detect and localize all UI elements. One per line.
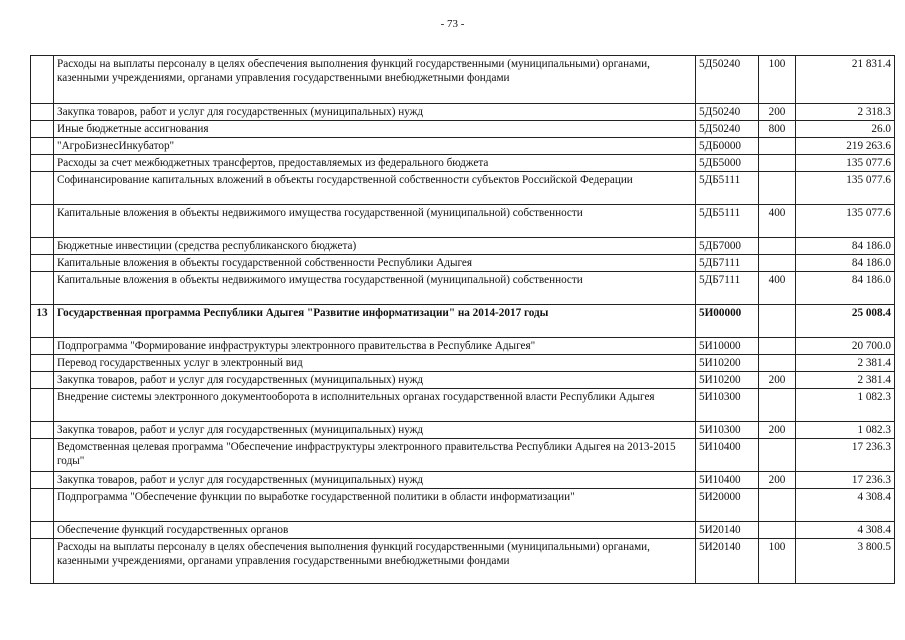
amount: 26.0	[796, 121, 895, 138]
amount: 3 800.5	[796, 539, 895, 584]
row-number	[31, 238, 54, 255]
table-row	[31, 389, 895, 422]
table-row	[31, 121, 895, 138]
target-code: 5ДБ5000	[696, 155, 759, 172]
target-code: 5И20000	[696, 489, 759, 522]
target-code: 5ДБ5111	[696, 205, 759, 238]
target-code: 5ДБ0000	[696, 138, 759, 155]
target-code: 5ДБ7000	[696, 238, 759, 255]
table-row	[31, 422, 895, 439]
row-number	[31, 539, 54, 584]
expense-type-code: 200	[759, 422, 796, 439]
expense-type-code	[759, 389, 796, 422]
expense-name: Капитальные вложения в объекты недвижимого имущества государственной (муниципальной) собственности	[54, 272, 696, 305]
amount: 135 077.6	[796, 172, 895, 205]
row-number	[31, 422, 54, 439]
row-number	[31, 172, 54, 205]
expense-name: Капитальные вложения в объекты недвижимого имущества государственной (муниципальной) собственности	[54, 205, 696, 238]
expense-name: Подпрограмма "Обеспечение функции по выработке государственной политики в области информатизации"	[54, 489, 696, 522]
table-row	[31, 439, 895, 472]
expense-type-code	[759, 338, 796, 355]
row-number	[31, 205, 54, 238]
target-code: 5И00000	[696, 305, 759, 338]
expense-name: Закупка товаров, работ и услуг для государственных (муниципальных) нужд	[54, 372, 696, 389]
amount: 84 186.0	[796, 272, 895, 305]
row-number	[31, 522, 54, 539]
expense-type-code: 400	[759, 205, 796, 238]
table-row	[31, 172, 895, 205]
target-code: 5Д50240	[696, 121, 759, 138]
page-number: - 73 -	[440, 18, 465, 30]
row-number	[31, 439, 54, 472]
amount: 84 186.0	[796, 238, 895, 255]
table-row	[31, 104, 895, 121]
expense-type-code	[759, 238, 796, 255]
target-code: 5И10200	[696, 355, 759, 372]
amount: 135 077.6	[796, 205, 895, 238]
amount: 2 381.4	[796, 372, 895, 389]
expense-type-code	[759, 172, 796, 205]
target-code: 5И10400	[696, 439, 759, 472]
row-number	[31, 155, 54, 172]
table-row	[31, 255, 895, 272]
row-number	[31, 489, 54, 522]
amount: 20 700.0	[796, 338, 895, 355]
amount: 219 263.6	[796, 138, 895, 155]
amount: 25 008.4	[796, 305, 895, 338]
expense-name: Государственная программа Республики Адыгея "Развитие информатизации" на 2014-2017 годы	[54, 305, 696, 338]
expense-type-code: 800	[759, 121, 796, 138]
expense-name: Расходы на выплаты персоналу в целях обеспечения выполнения функций государственными (муниципальными) органами, казенными учреждениями, органами управления государственными внебюджетными фондами	[54, 539, 696, 584]
expense-type-code	[759, 305, 796, 338]
target-code: 5И20140	[696, 522, 759, 539]
expense-name: Ведомственная целевая программа "Обеспечение инфраструктуры электронного правительства Республики Адыгея на 2013-2015 годы"	[54, 439, 696, 472]
table-row	[31, 56, 895, 104]
target-code: 5И20140	[696, 539, 759, 584]
expense-type-code: 100	[759, 56, 796, 104]
table-row	[31, 355, 895, 372]
expense-type-code: 400	[759, 272, 796, 305]
table-row	[31, 205, 895, 238]
expense-name: Закупка товаров, работ и услуг для государственных (муниципальных) нужд	[54, 422, 696, 439]
expense-type-code	[759, 155, 796, 172]
amount: 135 077.6	[796, 155, 895, 172]
target-code: 5ДБ7111	[696, 272, 759, 305]
table-row	[31, 138, 895, 155]
row-number	[31, 56, 54, 104]
table-row	[31, 472, 895, 489]
row-number	[31, 355, 54, 372]
expense-name: Капитальные вложения в объекты государственной собственности Республики Адыгея	[54, 255, 696, 272]
amount: 4 308.4	[796, 522, 895, 539]
expense-name: Закупка товаров, работ и услуг для государственных (муниципальных) нужд	[54, 104, 696, 121]
target-code: 5ДБ7111	[696, 255, 759, 272]
expense-name: Обеспечение функций государственных органов	[54, 522, 696, 539]
expense-type-code	[759, 522, 796, 539]
expense-type-code	[759, 255, 796, 272]
row-number	[31, 338, 54, 355]
table-row	[31, 305, 895, 338]
expense-type-code	[759, 489, 796, 522]
target-code: 5И10300	[696, 389, 759, 422]
row-number	[31, 389, 54, 422]
expense-name: Перевод государственных услуг в электронный вид	[54, 355, 696, 372]
row-number	[31, 104, 54, 121]
expense-name: Бюджетные инвестиции (средства республиканского бюджета)	[54, 238, 696, 255]
table-row	[31, 372, 895, 389]
target-code: 5И10400	[696, 472, 759, 489]
amount: 2 318.3	[796, 104, 895, 121]
table-row	[31, 522, 895, 539]
table-row	[31, 489, 895, 522]
budget-table	[30, 55, 895, 584]
expense-name: Внедрение системы электронного документооборота в исполнительных органах государственной власти Республики Адыгея	[54, 389, 696, 422]
expense-type-code: 100	[759, 539, 796, 584]
expense-type-code	[759, 138, 796, 155]
target-code: 5ДБ5111	[696, 172, 759, 205]
target-code: 5Д50240	[696, 56, 759, 104]
expense-type-code: 200	[759, 372, 796, 389]
table-row	[31, 155, 895, 172]
row-number	[31, 138, 54, 155]
target-code: 5И10300	[696, 422, 759, 439]
expense-name: Подпрограмма "Формирование инфраструктуры электронного правительства в Республике Адыгея"	[54, 338, 696, 355]
table-row	[31, 238, 895, 255]
target-code: 5И10200	[696, 372, 759, 389]
expense-type-code	[759, 439, 796, 472]
amount: 84 186.0	[796, 255, 895, 272]
expense-name: Закупка товаров, работ и услуг для государственных (муниципальных) нужд	[54, 472, 696, 489]
expense-name: Расходы за счет межбюджетных трансфертов, предоставляемых из федерального бюджета	[54, 155, 696, 172]
row-number	[31, 121, 54, 138]
expense-name: Софинансирование капитальных вложений в объекты государственной собственности субъектов Российской Федерации	[54, 172, 696, 205]
row-number	[31, 472, 54, 489]
amount: 1 082.3	[796, 422, 895, 439]
row-number: 13	[31, 305, 54, 338]
expense-type-code	[759, 355, 796, 372]
expense-type-code: 200	[759, 472, 796, 489]
row-number	[31, 255, 54, 272]
table-row	[31, 272, 895, 305]
amount: 21 831.4	[796, 56, 895, 104]
amount: 4 308.4	[796, 489, 895, 522]
expense-type-code: 200	[759, 104, 796, 121]
expense-name: "АгроБизнесИнкубатор"	[54, 138, 696, 155]
row-number	[31, 372, 54, 389]
amount: 17 236.3	[796, 472, 895, 489]
expense-name: Расходы на выплаты персоналу в целях обеспечения выполнения функций государственными (муниципальными) органами, казенными учреждениями, органами управления государственными внебюджетными фондами	[54, 56, 696, 104]
expense-name: Иные бюджетные ассигнования	[54, 121, 696, 138]
amount: 17 236.3	[796, 439, 895, 472]
target-code: 5Д50240	[696, 104, 759, 121]
budget-table-body	[31, 56, 895, 584]
target-code: 5И10000	[696, 338, 759, 355]
table-row	[31, 338, 895, 355]
amount: 1 082.3	[796, 389, 895, 422]
table-row	[31, 539, 895, 584]
row-number	[31, 272, 54, 305]
amount: 2 381.4	[796, 355, 895, 372]
